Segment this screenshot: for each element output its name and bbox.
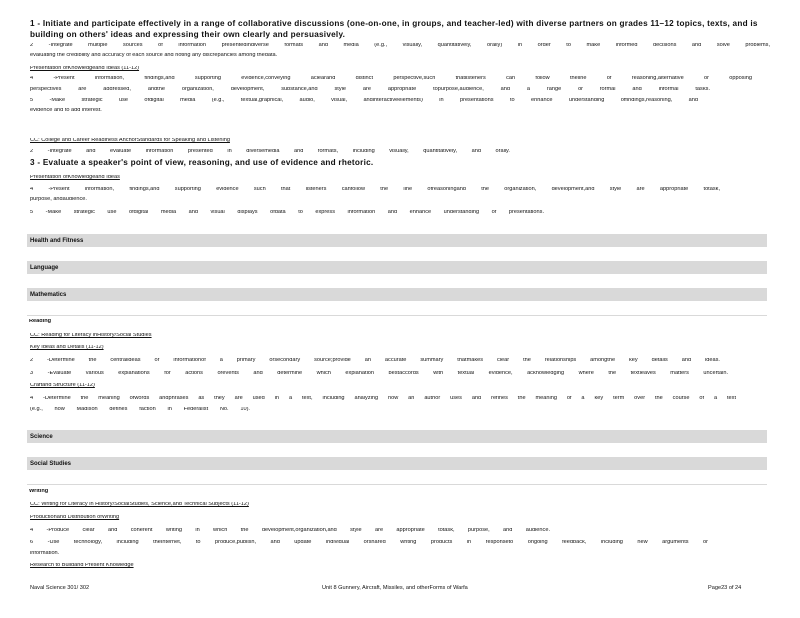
footer-course: Naval Science 301/ 302 — [30, 585, 90, 591]
standard-line: 3 -Evaluate various explanations for actions orevents and determine which explanation bestaccords with textual evidence, acknowledging where the textleaves matters uncertain. — [30, 371, 728, 376]
standard-line: 1 - Initiate and participate effectively in a range of collaborative discussions (one-on-one, in groups, and teacher-led) with diverse partners on grades 11–12 topics, texts, and is — [30, 20, 758, 28]
section-title: Language — [30, 264, 59, 271]
subheading: CC: Writing for Literacy in History/SocialStudies, Science,and Technical Subjects (11-12) — [30, 502, 249, 507]
subheading: Craftand Structure (11-12) — [30, 383, 95, 388]
subheading: Presentation ofKnowledgeand Ideas — [30, 175, 120, 180]
section-title: Health and Fitness — [30, 237, 84, 244]
section-bar-social-studies — [27, 457, 767, 470]
standard-line: 4 -Produce clear and coherent writing in which the development,organization,and style are appropriate totask, purpose, and audience. — [30, 528, 550, 533]
standard-line: information. — [30, 551, 60, 556]
standard-line: 4 -Present information, findings,and supporting evidence,conveying aclearand distinct perspective,such thatlisteners can follow theline of reasoning,alternative or opposing — [30, 76, 752, 81]
standard-line: 5 -Make strategic use ofdigital media (e.g., textual,graphical, audio, visual, andinteractiveelements) in presentations to enhance understanding offindings,reasoning, and — [30, 98, 698, 103]
subheading: CC: Reading for Literacy inHistory/Social Studies — [30, 333, 152, 338]
standard-line: purpose, andaudience. — [30, 197, 87, 202]
standard-line: perspectives are addressed, andthe organization, development, substance,and style are appropriate topurpose,audience, and a range or formal and informal tasks. — [30, 87, 710, 92]
standard-line: (e.g., how Madison defines faction in Federalist No. 10). — [30, 407, 250, 412]
standard-line: 2 -Determine the centralideas or informationof a primary orsecondary source;provide an accurate summary thatmakes clear the relationships amongthe key details and ideas. — [30, 358, 720, 363]
section-divider — [27, 484, 767, 485]
standard-line: 3 - Evaluate a speaker's point of view, reasoning, and use of evidence and rhetoric. — [30, 159, 374, 167]
standard-line: 2 -Integrate and evaluate information presented in diversemedia and formats, including visually, quantitatively, and orally. — [30, 149, 510, 154]
standard-line: 2 -Integrate multiple sources of information presentedindiverse formats and media (e.g., visually, quantitatively, orally) in order to make informed decisions and solve problems, — [30, 43, 770, 48]
standard-line: evidence and to add interest. — [30, 108, 102, 113]
section-bar-health — [27, 234, 767, 247]
section-bar-science — [27, 430, 767, 443]
section-title-reading: Reading — [29, 319, 52, 324]
standard-line: 5 -Make strategic use ofdigital media and visual displays ofdata to express information and enhance understanding of presentations. — [30, 210, 544, 215]
section-title: Social Studies — [30, 460, 72, 467]
subheading: Productionand Distribution ofWriting — [30, 515, 120, 520]
standard-line: 4 -Determine the meaning ofwords andphrases as they are used in a text, including analyzing how an author uses and refines the meaning of a key term over the course of a text — [30, 396, 736, 401]
subheading: Key Ideas and Details (11-12) — [30, 345, 104, 350]
footer-unit: Unit 8 Gunnery, Aircraft, Missiles, and otherForms of Warfa — [322, 585, 468, 591]
section-title: Science — [30, 433, 53, 440]
section-title: Mathematics — [30, 291, 67, 298]
section-title-writing: Writing — [29, 489, 49, 494]
section-bar-language — [27, 261, 767, 274]
standard-line: 6 -Use technology, including theInternet, to produce,publish, and update individual orshared writing products in responseto ongoing feedback, including new arguments or — [30, 540, 708, 545]
standard-line: evaluating the credibility and accuracy of each source and noting any discrepancies among thedata. — [30, 53, 278, 58]
subheading: CC: College and Career Readiness AnchorStandards for Speaking and Listening — [30, 138, 230, 143]
section-divider — [27, 315, 767, 316]
section-bar-mathematics — [27, 288, 767, 301]
subheading: Research to Buildand Present Knowledge — [30, 563, 134, 568]
standard-line: 4 -Present information, findings,and supporting evidence such that listeners canfollow the line ofreasoningand the organization, development,and style are appropriate totask, — [30, 187, 720, 192]
subheading: Presentation ofKnowledgeand Ideas (11-12) — [30, 66, 140, 71]
footer-page-number: Page23 of 24 — [708, 585, 742, 591]
standard-line: building on others' ideas and expressing their own clearly and persuasively. — [30, 31, 346, 39]
